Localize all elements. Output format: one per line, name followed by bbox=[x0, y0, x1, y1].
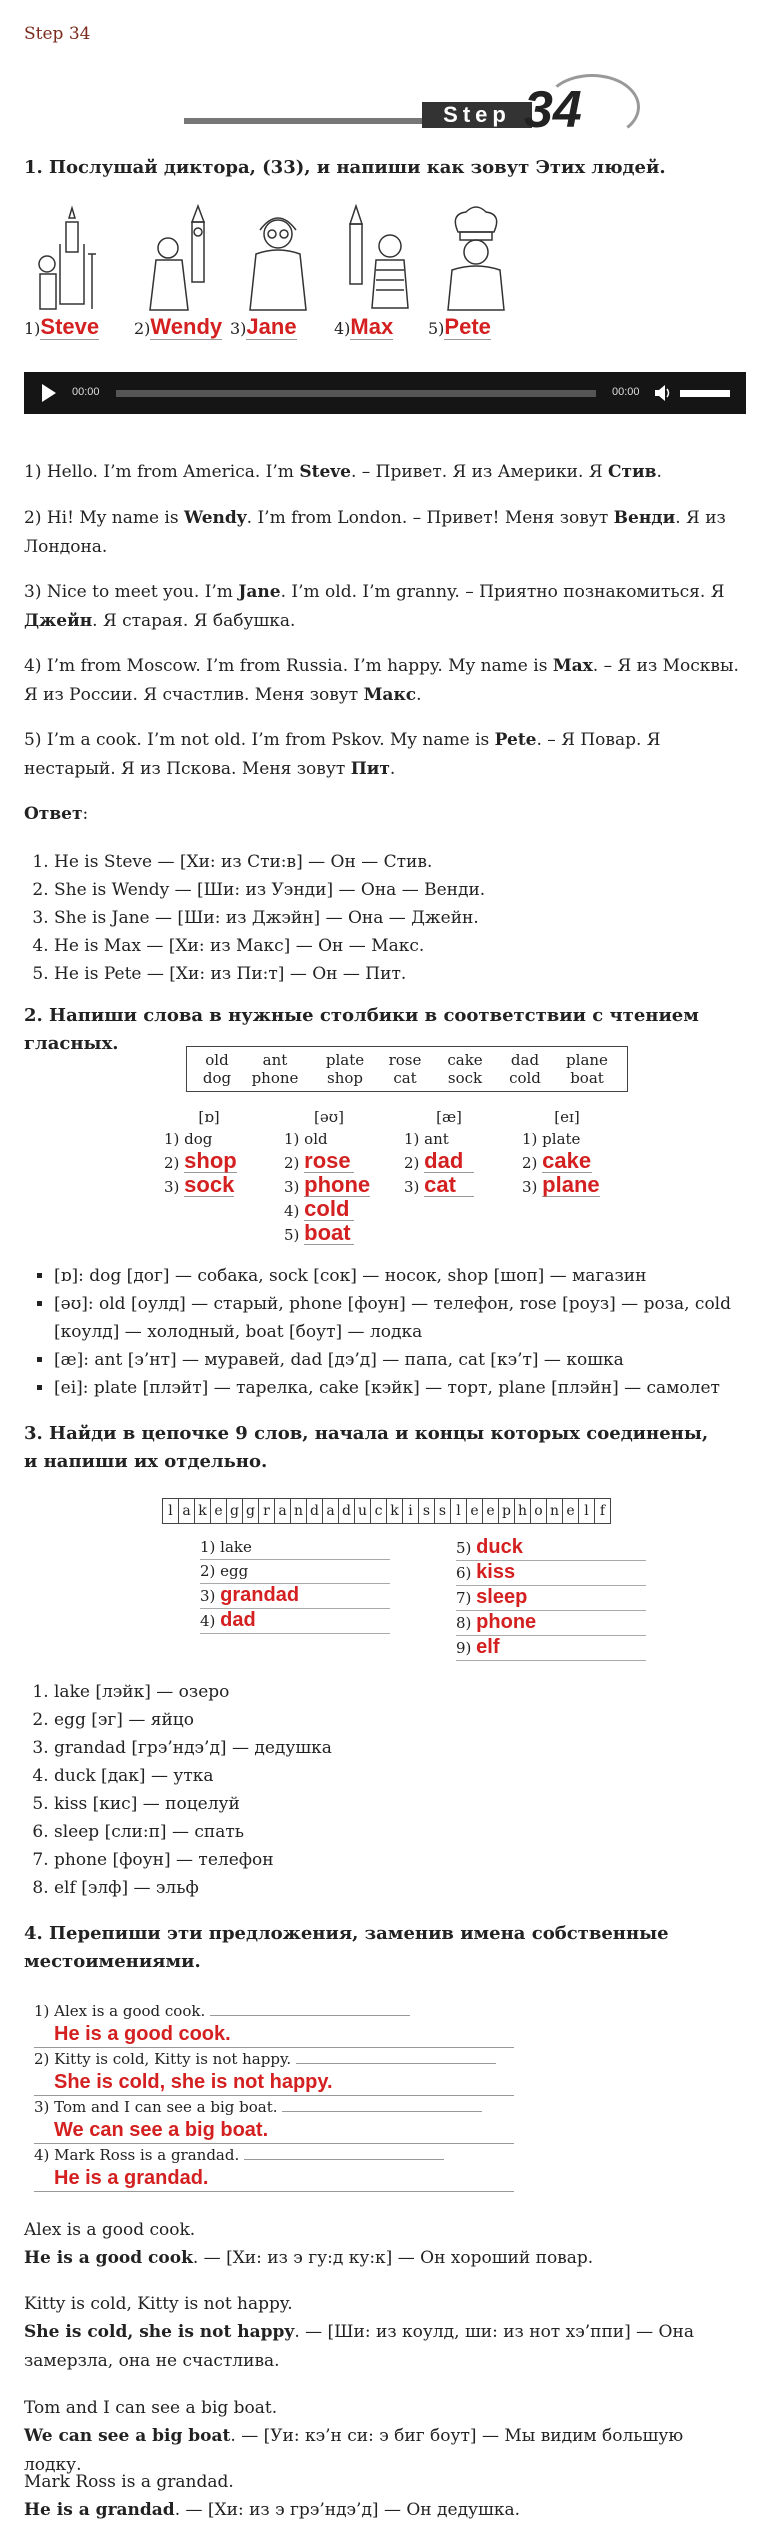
play-icon[interactable] bbox=[42, 384, 56, 402]
task2-title: 2. Напиши слова в нужные столбики в соответствии с чтением гласных. bbox=[24, 1005, 699, 1054]
task4-figure bbox=[34, 2000, 514, 2190]
chain-letter: o bbox=[531, 1499, 547, 1523]
list-item: 3) cat bbox=[404, 1174, 524, 1198]
word: sock bbox=[447, 1069, 483, 1087]
cook-icon bbox=[436, 204, 516, 314]
chain-letter: e bbox=[483, 1499, 499, 1523]
sentence-question: 1) Alex is a good cook. bbox=[34, 2000, 514, 2022]
list-item: 1) plate bbox=[522, 1130, 581, 1148]
word: ant bbox=[262, 1051, 288, 1069]
word: rose bbox=[388, 1051, 422, 1069]
task1-paragraph-5: 5) I’m a cook. I’m not old. I’m from Pskov. My name is Pete. – Я Повар. Я нестарый. Я из Пскова. Меня зовут Пит. bbox=[24, 730, 661, 779]
audio-duration: 00:00 bbox=[612, 386, 640, 398]
list-item: 2) cake bbox=[522, 1148, 592, 1173]
list-item: 5. kiss [кис] — поцелуй bbox=[54, 1790, 332, 1818]
chain-letter: a bbox=[275, 1499, 291, 1523]
list-item: 5) boat bbox=[284, 1222, 404, 1246]
figure-name: Pete bbox=[444, 314, 491, 339]
chain-letter: s bbox=[419, 1499, 435, 1523]
task4-original-1: Alex is a good cook. bbox=[24, 2220, 196, 2240]
audio-current-time: 00:00 bbox=[72, 386, 100, 398]
list-item: 1) lake bbox=[200, 1536, 390, 1560]
task3-figure bbox=[144, 1492, 664, 1662]
chain-letter: p bbox=[499, 1499, 515, 1523]
list-item: 6. sleep [сли:п] — спать bbox=[54, 1818, 332, 1846]
granny-icon bbox=[238, 204, 318, 314]
word: boat bbox=[570, 1069, 604, 1087]
list-item: 9) elf bbox=[456, 1636, 646, 1661]
figure-name: Max bbox=[350, 314, 394, 339]
chain-letter: d bbox=[339, 1499, 355, 1523]
step-label: Step 34 bbox=[24, 24, 91, 44]
list-item: 3. grandad [грэ’ндэ’д] — дедушка bbox=[54, 1734, 332, 1762]
task1-paragraph-3: 3) Nice to meet you. I’m Jane. I’m old. I’m granny. – Приятно познакомиться. Я Джейн. Я старая. Я бабушка. bbox=[24, 582, 725, 631]
audio-player bbox=[24, 372, 746, 414]
list-item: 4. He is Max — [Хи: из Макс] — Он — Макс. bbox=[54, 932, 485, 960]
list-item: 5. He is Pete — [Хи: из Пи:т] — Он — Пит. bbox=[54, 960, 485, 988]
word: cake bbox=[447, 1051, 483, 1069]
chain-letter: c bbox=[371, 1499, 387, 1523]
figure-5 bbox=[428, 204, 528, 344]
list-item: ▪ [æ]: ant [э’нт] — муравей, dad [дэ’д] — папа, cat [кэ’т] — кошка bbox=[54, 1346, 744, 1374]
word: phone bbox=[251, 1069, 299, 1087]
kremlin-boy-icon bbox=[342, 204, 422, 314]
sentence-answer: We can see a big boat. bbox=[34, 2118, 514, 2144]
chain-letter: k bbox=[195, 1499, 211, 1523]
sentence-question: 4) Mark Ross is a grandad. bbox=[34, 2144, 514, 2166]
column-header: [æ] bbox=[436, 1108, 462, 1126]
list-item: 8) phone bbox=[456, 1611, 646, 1636]
task3-title: 3. Найди в цепочке 9 слов, начала и концы которых соединены, и напиши их отдельно. bbox=[24, 1423, 709, 1472]
task3-answers bbox=[24, 1678, 332, 1902]
list-item: 2. egg [эг] — яйцо bbox=[54, 1706, 332, 1734]
list-item: 2. She is Wendy — [Ши: из Уэнди] — Она — Венди. bbox=[54, 876, 485, 904]
chain-letter: e bbox=[563, 1499, 579, 1523]
list-item: ▪ [əʊ]: old [оулд] — старый, phone [фоун] — телефон, rose [роуз] — роза, cold [коулд] — холодный, boat [боут] — лодка bbox=[54, 1290, 744, 1346]
task4-original-3: Tom and I can see a big boat. bbox=[24, 2398, 278, 2418]
list-item: 3) sock bbox=[164, 1172, 235, 1197]
list-item: ▪ [ɒ]: dog [дог] — собака, sock [сок] — носок, shop [шоп] — магазин bbox=[54, 1262, 744, 1290]
figure-4 bbox=[334, 204, 434, 344]
chain-letter: i bbox=[403, 1499, 419, 1523]
list-item: 3) plane bbox=[522, 1172, 600, 1197]
chain-letter: s bbox=[435, 1499, 451, 1523]
chain-letter: n bbox=[291, 1499, 307, 1523]
step-banner bbox=[164, 66, 644, 139]
list-item: ▪ [ei]: plate [плэйт] — тарелка, cake [кэйк] — торт, plane [плэйн] — самолет bbox=[54, 1374, 744, 1402]
task4-answer-1: He is a good cook. — [Хи: из э гу:д ку:к] — Он хороший повар. bbox=[24, 2248, 594, 2268]
chain-letter: f bbox=[599, 1503, 606, 1519]
task4-answer-3: We can see a big boat. — [Уи: кэ’н си: э биг боут] — Мы видим большую лодку. bbox=[24, 2426, 684, 2475]
task1-answers bbox=[24, 848, 485, 988]
word: cat bbox=[393, 1069, 417, 1087]
chain-letter: g bbox=[243, 1499, 259, 1523]
figure-number: 2) bbox=[134, 319, 151, 338]
chain-letter: u bbox=[355, 1499, 371, 1523]
column-header: [ɒ] bbox=[198, 1108, 220, 1126]
figure-name: Jane bbox=[246, 314, 297, 339]
list-item: 7) sleep bbox=[456, 1586, 646, 1611]
task1-paragraph-2: 2) Hi! My name is Wendy. I’m from London. – Привет! Меня зовут Венди. Я из Лондона. bbox=[24, 508, 726, 557]
task1-figures bbox=[24, 204, 584, 344]
list-item: 4) cold bbox=[284, 1198, 404, 1222]
task4-original-4: Mark Ross is a grandad. bbox=[24, 2472, 234, 2492]
figure-number: 1) bbox=[24, 319, 41, 338]
figure-number: 5) bbox=[428, 319, 445, 338]
list-item: 4. duck [дак] — утка bbox=[54, 1762, 332, 1790]
chain-letter: n bbox=[547, 1499, 563, 1523]
word: plate bbox=[325, 1051, 365, 1069]
big-ben-woman-icon bbox=[142, 204, 222, 314]
list-item: 2) rose bbox=[284, 1150, 404, 1174]
audio-progress-bar[interactable] bbox=[116, 390, 596, 397]
chain-letter: h bbox=[515, 1499, 531, 1523]
word: dad bbox=[510, 1051, 540, 1069]
chain-letter: e bbox=[467, 1499, 483, 1523]
list-item: 2) shop bbox=[164, 1148, 237, 1173]
task2-explanations bbox=[24, 1262, 744, 1402]
vowel-column bbox=[404, 1106, 524, 1198]
chain-letter: r bbox=[259, 1499, 275, 1523]
sentence-question: 2) Kitty is cold, Kitty is not happy. bbox=[34, 2048, 514, 2070]
volume-icon[interactable] bbox=[654, 383, 672, 403]
figure-number: 4) bbox=[334, 319, 351, 338]
task4-title: 4. Перепиши эти предложения, заменив имена собственные местоимениями. bbox=[24, 1923, 669, 1972]
sentence-question: 3) Tom and I can see a big boat. bbox=[34, 2096, 514, 2118]
word: dog bbox=[202, 1069, 232, 1087]
list-item: 2) dad bbox=[404, 1150, 524, 1174]
banner-step-number: 34 bbox=[524, 81, 582, 139]
vowel-column bbox=[522, 1106, 642, 1198]
chain-letter: l bbox=[579, 1499, 595, 1523]
vowel-column bbox=[164, 1106, 284, 1198]
banner-step-word: Step bbox=[422, 102, 532, 128]
task1-paragraph-4: 4) I’m from Moscow. I’m from Russia. I’m happy. My name is Max. – Я из Москвы. Я из России. Я счастлив. Меня зовут Макс. bbox=[24, 656, 739, 705]
task2-figure bbox=[164, 1046, 644, 1246]
statue-of-liberty-man-icon bbox=[32, 204, 112, 314]
vowel-column bbox=[284, 1106, 404, 1246]
task4-answer-2: She is cold, she is not happy. — [Ши: из коулд, ши: из нот хэ’ппи] — Она замерзла, она не счастлива. bbox=[24, 2322, 694, 2371]
task4-original-2: Kitty is cold, Kitty is not happy. bbox=[24, 2294, 293, 2314]
chain-letter: k bbox=[387, 1499, 403, 1523]
word: cold bbox=[509, 1069, 541, 1087]
list-item: 4) dad bbox=[200, 1609, 390, 1634]
list-item: 8. elf [элф] — эльф bbox=[54, 1874, 332, 1902]
volume-slider[interactable] bbox=[680, 390, 730, 397]
list-item: 6) kiss bbox=[456, 1561, 646, 1586]
word-box bbox=[186, 1046, 628, 1092]
chain-letter: a bbox=[179, 1499, 195, 1523]
figure-name: Steve bbox=[40, 314, 100, 339]
chain-letter: l bbox=[451, 1499, 467, 1523]
column-header: [əʊ] bbox=[314, 1108, 344, 1126]
sentence-answer: He is a grandad. bbox=[34, 2166, 514, 2192]
figure-2 bbox=[134, 204, 234, 344]
list-item: 5) duck bbox=[456, 1536, 646, 1561]
column-header: [eɪ] bbox=[554, 1108, 580, 1126]
word: plane bbox=[566, 1051, 608, 1069]
word: shop bbox=[327, 1069, 363, 1087]
figure-1 bbox=[24, 204, 124, 344]
chain-letter: d bbox=[307, 1499, 323, 1523]
sentence-answer: He is a good cook. bbox=[34, 2022, 514, 2048]
word: old bbox=[205, 1051, 229, 1069]
figure-number: 3) bbox=[230, 319, 247, 338]
list-item: 1. He is Steve — [Хи: из Сти:в] — Он — Стив. bbox=[54, 848, 485, 876]
list-item: 7. phone [фоун] — телефон bbox=[54, 1846, 332, 1874]
found-words-left bbox=[200, 1536, 390, 1634]
chain-letter: e bbox=[211, 1499, 227, 1523]
sentence-answer: She is cold, she is not happy. bbox=[34, 2070, 514, 2096]
answer-label: Ответ: bbox=[24, 804, 89, 824]
list-item: 3) grandad bbox=[200, 1584, 390, 1609]
found-words-right bbox=[456, 1536, 646, 1661]
list-item: 3. She is Jane — [Ши: из Джэйн] — Она — Джейн. bbox=[54, 904, 485, 932]
chain-letter: l bbox=[163, 1499, 179, 1523]
chain-letter: g bbox=[227, 1499, 243, 1523]
list-item: 2) egg bbox=[200, 1560, 390, 1584]
task1-title: 1. Послушай диктора, (33), и напиши как зовут Этих людей. bbox=[24, 157, 666, 178]
task1-paragraph-1: 1) Hello. I’m from America. I’m Steve. – Привет. Я из Америки. Я Стив. bbox=[24, 462, 662, 482]
list-item: 1) dog bbox=[164, 1130, 213, 1148]
list-item: 3) phone bbox=[284, 1172, 371, 1197]
letter-chain bbox=[162, 1498, 611, 1524]
figure-3 bbox=[230, 204, 330, 344]
task4-answer-4: He is a grandad. — [Хи: из э грэ’ндэ’д] — Он дедушка. bbox=[24, 2500, 521, 2520]
chain-letter: a bbox=[323, 1499, 339, 1523]
list-item: 1) ant bbox=[404, 1130, 449, 1148]
list-item: 1) old bbox=[284, 1130, 328, 1148]
list-item: 1. lake [лэйк] — озеро bbox=[54, 1678, 332, 1706]
figure-name: Wendy bbox=[150, 314, 223, 339]
